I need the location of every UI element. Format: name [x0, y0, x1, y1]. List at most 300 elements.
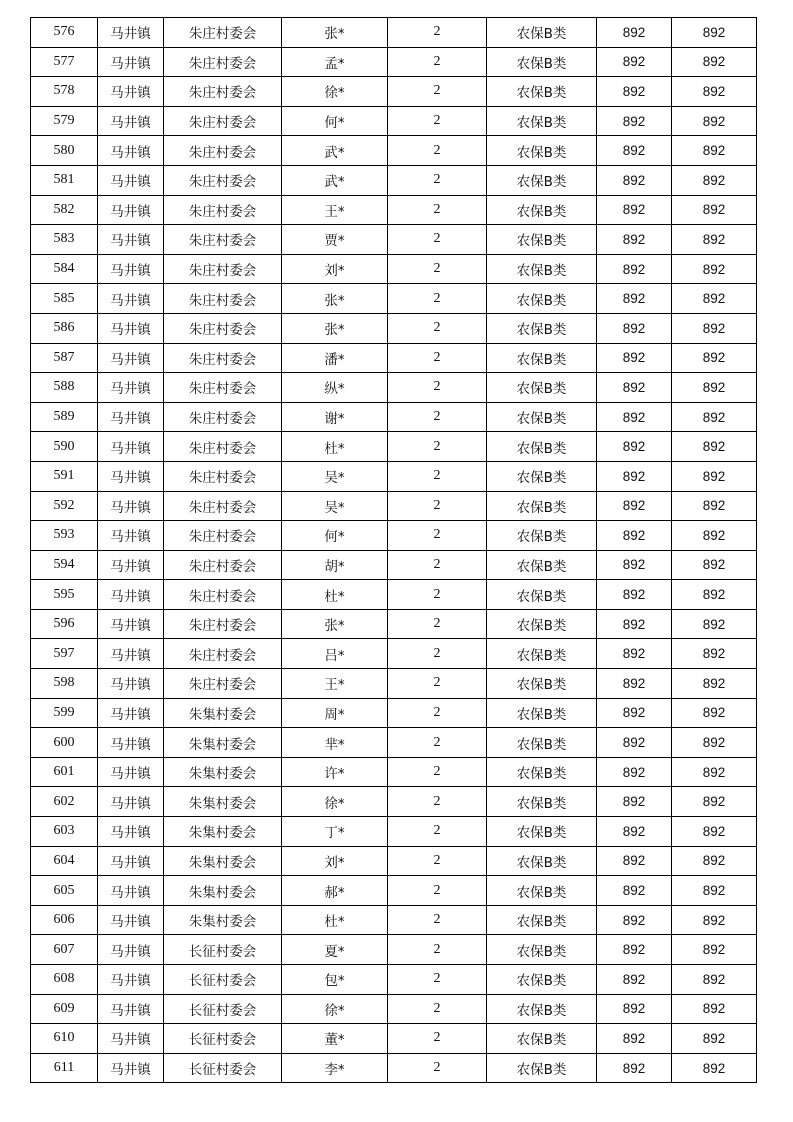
- count-cell: 2: [388, 1053, 487, 1083]
- roster-body: [31, 18, 757, 1083]
- count-cell: 2: [388, 994, 487, 1024]
- amount-cell: 892: [597, 698, 672, 728]
- amount-total-cell: 892: [672, 136, 757, 166]
- serial-cell: 595: [31, 580, 98, 610]
- village-cell: 朱集村委会: [164, 787, 282, 817]
- village-cell: 长征村委会: [164, 1053, 282, 1083]
- town-cell: 马井镇: [98, 165, 164, 195]
- count-cell: 2: [388, 284, 487, 314]
- amount-cell: 892: [597, 994, 672, 1024]
- category-cell: 农保B类: [487, 609, 597, 639]
- count-cell: 2: [388, 195, 487, 225]
- town-cell: 马井镇: [98, 698, 164, 728]
- town-cell: 马井镇: [98, 47, 164, 77]
- amount-total-cell: 892: [672, 846, 757, 876]
- amount-cell: 892: [597, 225, 672, 255]
- category-cell: 农保B类: [487, 639, 597, 669]
- category-cell: 农保B类: [487, 521, 597, 551]
- village-cell: 朱庄村委会: [164, 669, 282, 699]
- count-cell: 2: [388, 817, 487, 847]
- serial-cell: 607: [31, 935, 98, 965]
- amount-total-cell: 892: [672, 905, 757, 935]
- village-cell: 朱庄村委会: [164, 106, 282, 136]
- category-cell: 农保B类: [487, 787, 597, 817]
- category-cell: 农保B类: [487, 905, 597, 935]
- table-row: [31, 905, 757, 935]
- count-cell: 2: [388, 669, 487, 699]
- village-cell: 朱庄村委会: [164, 402, 282, 432]
- amount-total-cell: 892: [672, 728, 757, 758]
- serial-cell: 608: [31, 965, 98, 995]
- serial-cell: 610: [31, 1024, 98, 1054]
- category-cell: 农保B类: [487, 225, 597, 255]
- serial-cell: 606: [31, 905, 98, 935]
- amount-total-cell: 892: [672, 402, 757, 432]
- count-cell: 2: [388, 402, 487, 432]
- town-cell: 马井镇: [98, 935, 164, 965]
- amount-total-cell: 892: [672, 254, 757, 284]
- village-cell: 朱庄村委会: [164, 550, 282, 580]
- table-row: [31, 136, 757, 166]
- amount-cell: 892: [597, 905, 672, 935]
- amount-total-cell: 892: [672, 373, 757, 403]
- name-cell: 董*: [282, 1024, 388, 1054]
- category-cell: 农保B类: [487, 965, 597, 995]
- amount-cell: 892: [597, 18, 672, 48]
- serial-cell: 597: [31, 639, 98, 669]
- town-cell: 马井镇: [98, 817, 164, 847]
- amount-cell: 892: [597, 491, 672, 521]
- serial-cell: 599: [31, 698, 98, 728]
- serial-cell: 609: [31, 994, 98, 1024]
- amount-cell: 892: [597, 461, 672, 491]
- count-cell: 2: [388, 254, 487, 284]
- category-cell: 农保B类: [487, 550, 597, 580]
- count-cell: 2: [388, 580, 487, 610]
- category-cell: 农保B类: [487, 373, 597, 403]
- town-cell: 马井镇: [98, 77, 164, 107]
- town-cell: 马井镇: [98, 580, 164, 610]
- category-cell: 农保B类: [487, 254, 597, 284]
- name-cell: 谢*: [282, 402, 388, 432]
- amount-cell: 892: [597, 106, 672, 136]
- town-cell: 马井镇: [98, 195, 164, 225]
- village-cell: 朱集村委会: [164, 757, 282, 787]
- table-row: [31, 669, 757, 699]
- count-cell: 2: [388, 639, 487, 669]
- town-cell: 马井镇: [98, 994, 164, 1024]
- amount-total-cell: 892: [672, 77, 757, 107]
- name-cell: 丁*: [282, 817, 388, 847]
- name-cell: 杜*: [282, 905, 388, 935]
- amount-total-cell: 892: [672, 165, 757, 195]
- town-cell: 马井镇: [98, 225, 164, 255]
- roster-table: [30, 17, 757, 1083]
- town-cell: 马井镇: [98, 965, 164, 995]
- amount-total-cell: 892: [672, 698, 757, 728]
- table-row: [31, 965, 757, 995]
- name-cell: 郝*: [282, 876, 388, 906]
- serial-cell: 579: [31, 106, 98, 136]
- amount-cell: 892: [597, 669, 672, 699]
- village-cell: 朱庄村委会: [164, 580, 282, 610]
- name-cell: 徐*: [282, 787, 388, 817]
- name-cell: 纵*: [282, 373, 388, 403]
- category-cell: 农保B类: [487, 757, 597, 787]
- town-cell: 马井镇: [98, 313, 164, 343]
- serial-cell: 611: [31, 1053, 98, 1083]
- category-cell: 农保B类: [487, 669, 597, 699]
- amount-cell: 892: [597, 77, 672, 107]
- name-cell: 何*: [282, 106, 388, 136]
- town-cell: 马井镇: [98, 1024, 164, 1054]
- serial-cell: 605: [31, 876, 98, 906]
- village-cell: 朱庄村委会: [164, 313, 282, 343]
- count-cell: 2: [388, 787, 487, 817]
- category-cell: 农保B类: [487, 313, 597, 343]
- town-cell: 马井镇: [98, 373, 164, 403]
- count-cell: 2: [388, 313, 487, 343]
- table-row: [31, 639, 757, 669]
- amount-total-cell: 892: [672, 106, 757, 136]
- amount-total-cell: 892: [672, 669, 757, 699]
- name-cell: 许*: [282, 757, 388, 787]
- village-cell: 朱庄村委会: [164, 521, 282, 551]
- village-cell: 朱庄村委会: [164, 284, 282, 314]
- table-row: [31, 284, 757, 314]
- amount-total-cell: 892: [672, 313, 757, 343]
- amount-cell: 892: [597, 1053, 672, 1083]
- amount-total-cell: 892: [672, 521, 757, 551]
- table-row: [31, 254, 757, 284]
- village-cell: 朱庄村委会: [164, 47, 282, 77]
- count-cell: 2: [388, 461, 487, 491]
- count-cell: 2: [388, 136, 487, 166]
- table-row: [31, 77, 757, 107]
- amount-total-cell: 892: [672, 550, 757, 580]
- town-cell: 马井镇: [98, 876, 164, 906]
- town-cell: 马井镇: [98, 284, 164, 314]
- count-cell: 2: [388, 698, 487, 728]
- serial-cell: 600: [31, 728, 98, 758]
- town-cell: 马井镇: [98, 106, 164, 136]
- serial-cell: 587: [31, 343, 98, 373]
- category-cell: 农保B类: [487, 77, 597, 107]
- name-cell: 吴*: [282, 461, 388, 491]
- amount-cell: 892: [597, 787, 672, 817]
- town-cell: 马井镇: [98, 491, 164, 521]
- name-cell: 徐*: [282, 77, 388, 107]
- amount-cell: 892: [597, 521, 672, 551]
- serial-cell: 598: [31, 669, 98, 699]
- table-row: [31, 846, 757, 876]
- village-cell: 朱庄村委会: [164, 77, 282, 107]
- serial-cell: 588: [31, 373, 98, 403]
- serial-cell: 594: [31, 550, 98, 580]
- category-cell: 农保B类: [487, 402, 597, 432]
- count-cell: 2: [388, 225, 487, 255]
- amount-cell: 892: [597, 846, 672, 876]
- amount-total-cell: 892: [672, 609, 757, 639]
- serial-cell: 581: [31, 165, 98, 195]
- village-cell: 朱庄村委会: [164, 461, 282, 491]
- town-cell: 马井镇: [98, 1053, 164, 1083]
- table-row: [31, 461, 757, 491]
- category-cell: 农保B类: [487, 580, 597, 610]
- amount-total-cell: 892: [672, 491, 757, 521]
- table-row: [31, 1053, 757, 1083]
- name-cell: 张*: [282, 609, 388, 639]
- count-cell: 2: [388, 1024, 487, 1054]
- table-row: [31, 817, 757, 847]
- category-cell: 农保B类: [487, 18, 597, 48]
- amount-total-cell: 892: [672, 935, 757, 965]
- amount-total-cell: 892: [672, 787, 757, 817]
- amount-total-cell: 892: [672, 225, 757, 255]
- town-cell: 马井镇: [98, 136, 164, 166]
- serial-cell: 578: [31, 77, 98, 107]
- table-row: [31, 343, 757, 373]
- table-row: [31, 757, 757, 787]
- count-cell: 2: [388, 432, 487, 462]
- table-row: [31, 195, 757, 225]
- amount-cell: 892: [597, 935, 672, 965]
- amount-cell: 892: [597, 313, 672, 343]
- amount-cell: 892: [597, 1024, 672, 1054]
- town-cell: 马井镇: [98, 550, 164, 580]
- category-cell: 农保B类: [487, 846, 597, 876]
- village-cell: 朱庄村委会: [164, 225, 282, 255]
- table-row: [31, 994, 757, 1024]
- amount-total-cell: 892: [672, 1053, 757, 1083]
- category-cell: 农保B类: [487, 698, 597, 728]
- amount-cell: 892: [597, 609, 672, 639]
- amount-total-cell: 892: [672, 965, 757, 995]
- name-cell: 王*: [282, 195, 388, 225]
- name-cell: 武*: [282, 165, 388, 195]
- name-cell: 包*: [282, 965, 388, 995]
- amount-cell: 892: [597, 195, 672, 225]
- amount-total-cell: 892: [672, 1024, 757, 1054]
- count-cell: 2: [388, 18, 487, 48]
- town-cell: 马井镇: [98, 728, 164, 758]
- town-cell: 马井镇: [98, 787, 164, 817]
- count-cell: 2: [388, 935, 487, 965]
- count-cell: 2: [388, 106, 487, 136]
- name-cell: 刘*: [282, 254, 388, 284]
- town-cell: 马井镇: [98, 18, 164, 48]
- village-cell: 朱庄村委会: [164, 195, 282, 225]
- amount-cell: 892: [597, 876, 672, 906]
- count-cell: 2: [388, 550, 487, 580]
- village-cell: 朱庄村委会: [164, 491, 282, 521]
- village-cell: 长征村委会: [164, 965, 282, 995]
- table-row: [31, 47, 757, 77]
- village-cell: 朱集村委会: [164, 846, 282, 876]
- amount-total-cell: 892: [672, 757, 757, 787]
- category-cell: 农保B类: [487, 47, 597, 77]
- name-cell: 孟*: [282, 47, 388, 77]
- name-cell: 周*: [282, 698, 388, 728]
- table-row: [31, 313, 757, 343]
- count-cell: 2: [388, 965, 487, 995]
- category-cell: 农保B类: [487, 195, 597, 225]
- category-cell: 农保B类: [487, 817, 597, 847]
- town-cell: 马井镇: [98, 521, 164, 551]
- category-cell: 农保B类: [487, 165, 597, 195]
- name-cell: 吕*: [282, 639, 388, 669]
- serial-cell: 593: [31, 521, 98, 551]
- serial-cell: 601: [31, 757, 98, 787]
- village-cell: 朱庄村委会: [164, 136, 282, 166]
- amount-total-cell: 892: [672, 580, 757, 610]
- village-cell: 朱庄村委会: [164, 639, 282, 669]
- town-cell: 马井镇: [98, 846, 164, 876]
- serial-cell: 576: [31, 18, 98, 48]
- serial-cell: 577: [31, 47, 98, 77]
- village-cell: 朱庄村委会: [164, 18, 282, 48]
- amount-cell: 892: [597, 165, 672, 195]
- village-cell: 朱集村委会: [164, 876, 282, 906]
- town-cell: 马井镇: [98, 757, 164, 787]
- amount-total-cell: 892: [672, 461, 757, 491]
- count-cell: 2: [388, 373, 487, 403]
- category-cell: 农保B类: [487, 876, 597, 906]
- town-cell: 马井镇: [98, 402, 164, 432]
- amount-cell: 892: [597, 757, 672, 787]
- category-cell: 农保B类: [487, 136, 597, 166]
- village-cell: 朱庄村委会: [164, 609, 282, 639]
- category-cell: 农保B类: [487, 343, 597, 373]
- town-cell: 马井镇: [98, 905, 164, 935]
- name-cell: 吴*: [282, 491, 388, 521]
- table-row: [31, 580, 757, 610]
- serial-cell: 590: [31, 432, 98, 462]
- count-cell: 2: [388, 343, 487, 373]
- serial-cell: 583: [31, 225, 98, 255]
- amount-cell: 892: [597, 965, 672, 995]
- table-row: [31, 432, 757, 462]
- amount-cell: 892: [597, 639, 672, 669]
- count-cell: 2: [388, 757, 487, 787]
- category-cell: 农保B类: [487, 461, 597, 491]
- village-cell: 长征村委会: [164, 994, 282, 1024]
- town-cell: 马井镇: [98, 343, 164, 373]
- town-cell: 马井镇: [98, 669, 164, 699]
- village-cell: 朱庄村委会: [164, 165, 282, 195]
- amount-cell: 892: [597, 817, 672, 847]
- village-cell: 朱集村委会: [164, 905, 282, 935]
- amount-cell: 892: [597, 550, 672, 580]
- table-row: [31, 225, 757, 255]
- count-cell: 2: [388, 905, 487, 935]
- serial-cell: 604: [31, 846, 98, 876]
- category-cell: 农保B类: [487, 728, 597, 758]
- name-cell: 李*: [282, 1053, 388, 1083]
- name-cell: 刘*: [282, 846, 388, 876]
- name-cell: 王*: [282, 669, 388, 699]
- table-row: [31, 787, 757, 817]
- serial-cell: 602: [31, 787, 98, 817]
- table-row: [31, 106, 757, 136]
- serial-cell: 589: [31, 402, 98, 432]
- name-cell: 武*: [282, 136, 388, 166]
- name-cell: 徐*: [282, 994, 388, 1024]
- amount-total-cell: 892: [672, 343, 757, 373]
- village-cell: 朱集村委会: [164, 698, 282, 728]
- amount-total-cell: 892: [672, 284, 757, 314]
- amount-cell: 892: [597, 47, 672, 77]
- village-cell: 朱庄村委会: [164, 343, 282, 373]
- count-cell: 2: [388, 728, 487, 758]
- serial-cell: 592: [31, 491, 98, 521]
- name-cell: 张*: [282, 18, 388, 48]
- name-cell: 胡*: [282, 550, 388, 580]
- amount-cell: 892: [597, 402, 672, 432]
- amount-total-cell: 892: [672, 876, 757, 906]
- amount-cell: 892: [597, 432, 672, 462]
- count-cell: 2: [388, 876, 487, 906]
- name-cell: 夏*: [282, 935, 388, 965]
- serial-cell: 580: [31, 136, 98, 166]
- name-cell: 张*: [282, 313, 388, 343]
- category-cell: 农保B类: [487, 1053, 597, 1083]
- serial-cell: 585: [31, 284, 98, 314]
- amount-total-cell: 892: [672, 639, 757, 669]
- table-row: [31, 1024, 757, 1054]
- amount-cell: 892: [597, 580, 672, 610]
- count-cell: 2: [388, 521, 487, 551]
- name-cell: 潘*: [282, 343, 388, 373]
- count-cell: 2: [388, 77, 487, 107]
- amount-total-cell: 892: [672, 994, 757, 1024]
- amount-total-cell: 892: [672, 195, 757, 225]
- town-cell: 马井镇: [98, 639, 164, 669]
- category-cell: 农保B类: [487, 284, 597, 314]
- table-row: [31, 876, 757, 906]
- count-cell: 2: [388, 165, 487, 195]
- table-row: [31, 402, 757, 432]
- amount-cell: 892: [597, 284, 672, 314]
- name-cell: 杜*: [282, 432, 388, 462]
- table-row: [31, 698, 757, 728]
- village-cell: 朱集村委会: [164, 817, 282, 847]
- table-row: [31, 165, 757, 195]
- village-cell: 朱庄村委会: [164, 373, 282, 403]
- village-cell: 长征村委会: [164, 1024, 282, 1054]
- table-row: [31, 18, 757, 48]
- serial-cell: 591: [31, 461, 98, 491]
- table-row: [31, 491, 757, 521]
- table-row: [31, 373, 757, 403]
- table-row: [31, 521, 757, 551]
- village-cell: 朱庄村委会: [164, 432, 282, 462]
- town-cell: 马井镇: [98, 432, 164, 462]
- serial-cell: 603: [31, 817, 98, 847]
- category-cell: 农保B类: [487, 1024, 597, 1054]
- name-cell: 张*: [282, 284, 388, 314]
- amount-cell: 892: [597, 343, 672, 373]
- village-cell: 朱庄村委会: [164, 254, 282, 284]
- count-cell: 2: [388, 609, 487, 639]
- name-cell: 何*: [282, 521, 388, 551]
- amount-total-cell: 892: [672, 432, 757, 462]
- town-cell: 马井镇: [98, 461, 164, 491]
- table-row: [31, 609, 757, 639]
- serial-cell: 596: [31, 609, 98, 639]
- village-cell: 长征村委会: [164, 935, 282, 965]
- name-cell: 贾*: [282, 225, 388, 255]
